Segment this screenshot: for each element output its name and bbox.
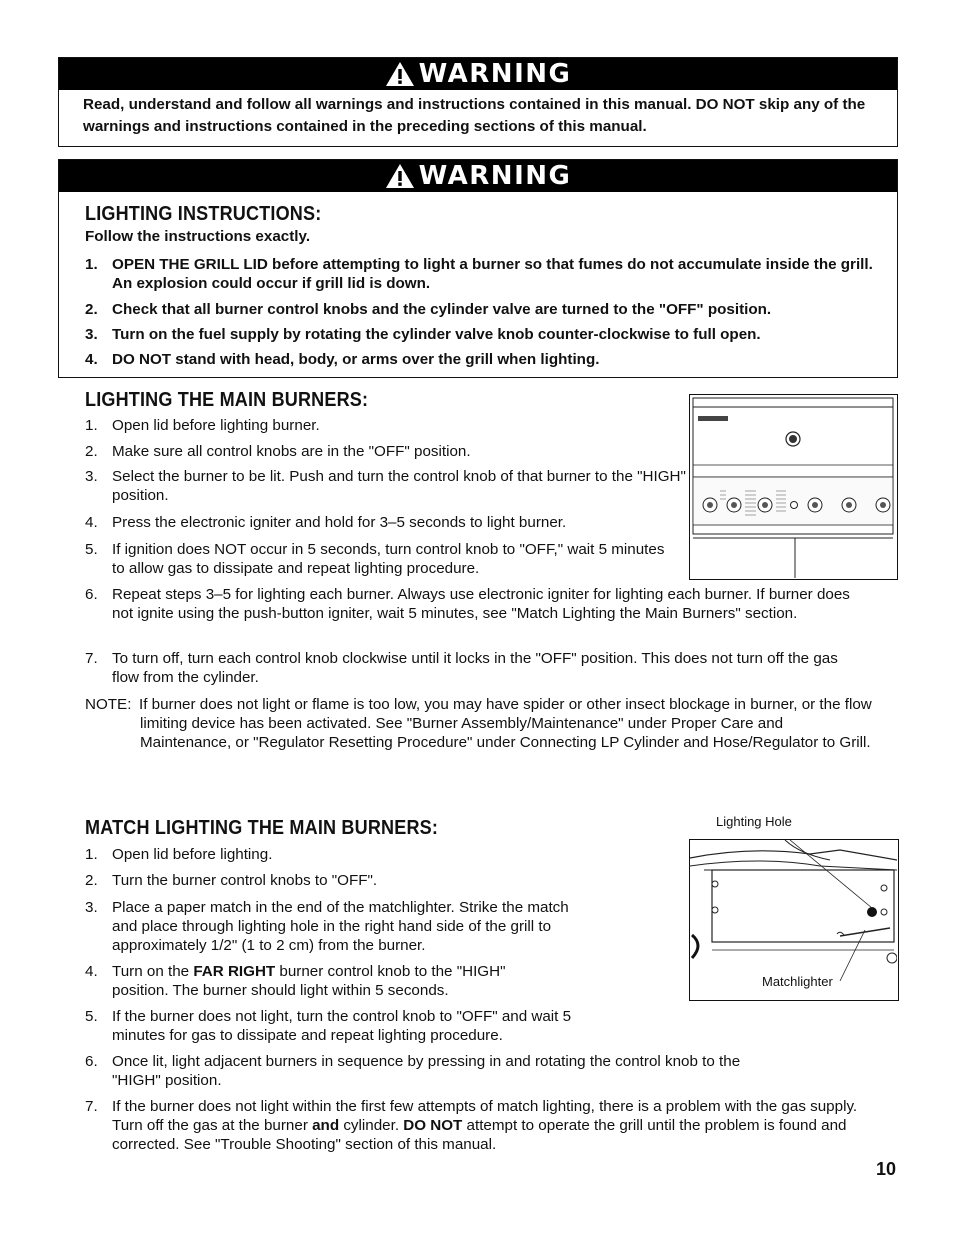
match-lighting-heading: MATCH LIGHTING THE MAIN BURNERS: xyxy=(85,816,439,839)
grill-control-panel-figure xyxy=(689,394,898,580)
page-number: 10 xyxy=(875,1159,896,1179)
main-burners-heading: LIGHTING THE MAIN BURNERS: xyxy=(85,388,369,411)
warning-triangle-icon xyxy=(385,61,415,87)
warning-title: WARNING xyxy=(418,161,572,191)
lighting-hole-label: Lighting Hole xyxy=(716,814,792,829)
note-label: NOTE: xyxy=(85,696,132,713)
warning-bar xyxy=(59,160,897,192)
lighting-instructions-heading: LIGHTING INSTRUCTIONS: xyxy=(85,202,322,225)
note-text: If burner does not light or flame is too low, you may have spider or other insect blockage in burner, or the flow limiting device has been activated. See "Burner Assembly/Maintenance" under Proper Care and Maintenance, or "Regulator Resetting Procedure" under Connecting LP Cylinder and Hose/Regulator to Grill. xyxy=(139,696,872,751)
warning-bar xyxy=(59,58,897,90)
note xyxy=(85,695,875,775)
warning-box-general xyxy=(58,57,898,147)
warning-title: WARNING xyxy=(418,59,572,89)
warning-text: Read, understand and follow all warnings and instructions contained in this manual. DO NOT skip any of the warnings and instructions contained in the preceding sections of this manual. xyxy=(83,96,866,135)
grill-front-illustration xyxy=(690,395,896,578)
match-lighting-figure xyxy=(689,839,899,1001)
matchlighter-label: Matchlighter xyxy=(762,974,833,989)
warning-triangle-icon xyxy=(385,163,415,189)
lighting-instructions-subheading: Follow the instructions exactly. xyxy=(85,228,311,245)
